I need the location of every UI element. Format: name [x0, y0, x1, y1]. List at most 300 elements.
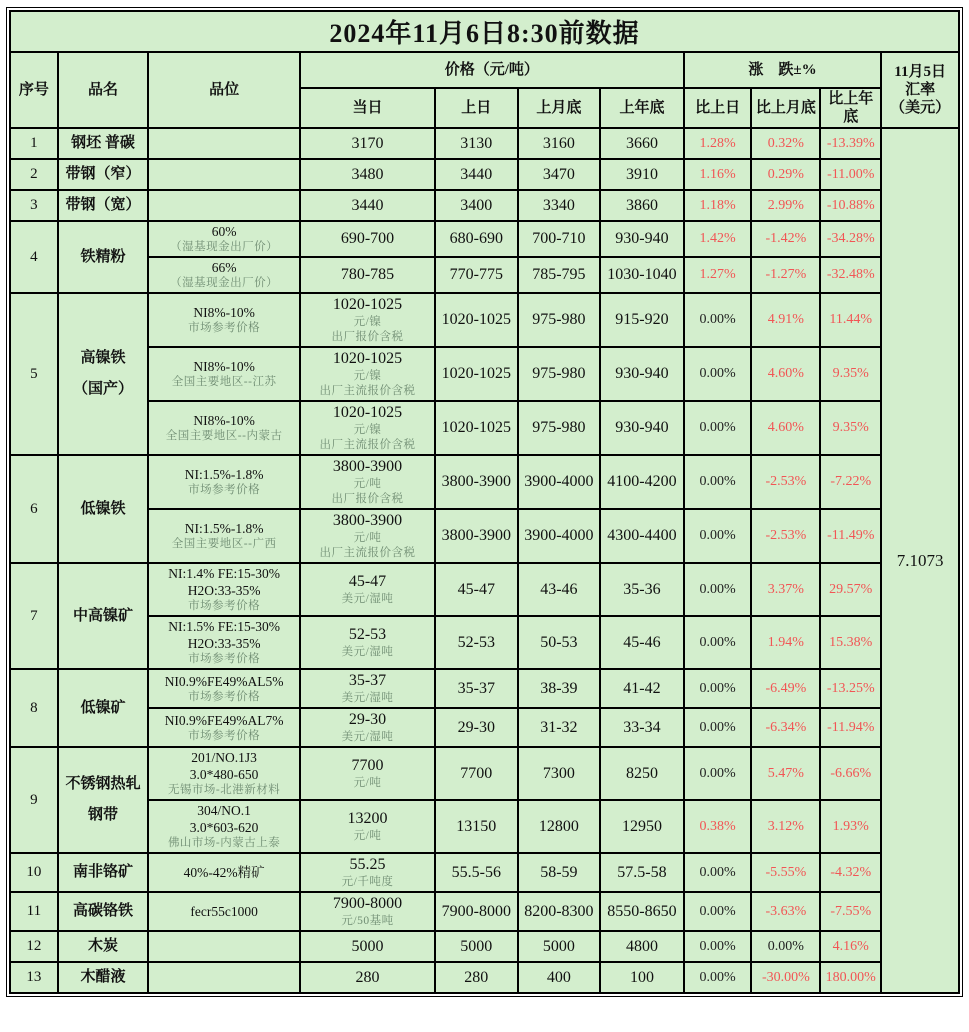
table-row — [10, 347, 959, 401]
name-line: 低镍矿 — [80, 699, 126, 716]
name-line: 低镍铁 — [80, 500, 126, 517]
price-prev-year-end-cell: 3660 — [600, 128, 684, 159]
pct-vs-prev-year-end-cell: -4.32% — [820, 853, 881, 892]
grade-main-line: NI8%-10% — [193, 359, 255, 374]
price-today-cell — [300, 347, 435, 401]
price-prev-day-cell: 5000 — [435, 931, 518, 962]
price-prev-year-end-cell: 3860 — [600, 190, 684, 221]
pct-vs-prev-day-cell: 1.18% — [684, 190, 752, 221]
pct-vs-prev-day-cell: 1.16% — [684, 159, 752, 190]
price-today-cell — [300, 455, 435, 509]
pct-vs-prev-month-end-cell: 4.91% — [751, 293, 820, 347]
pct-vs-prev-year-end-cell: 29.57% — [820, 563, 881, 616]
grade-cell — [148, 563, 300, 616]
grade-cell — [148, 159, 300, 190]
grade-cell — [148, 257, 300, 293]
pct-vs-prev-month-end-cell: -2.53% — [751, 509, 820, 563]
price-prev-day-cell: 1020-1025 — [435, 401, 518, 455]
price-unit-line: 出厂主流报价含税 — [319, 439, 416, 451]
table-row — [10, 221, 959, 257]
grade-note-line: 市场参考价格 — [188, 729, 261, 742]
price-unit-line: 出厂报价含税 — [331, 331, 404, 343]
grade-main-line: 3.0*603-620 — [189, 820, 259, 835]
grade-note-line: 市场参考价格 — [188, 653, 261, 665]
grade-main-line: NI0.9%FE49%AL7% — [164, 712, 284, 728]
grade-cell — [148, 347, 300, 401]
pct-vs-prev-year-end-cell: -7.55% — [820, 892, 881, 931]
seq-cell: 5 — [10, 293, 58, 455]
price-today-cell — [300, 190, 435, 221]
name-cell — [58, 221, 149, 293]
pct-vs-prev-year-end-cell: 1.93% — [820, 800, 881, 853]
price-today-value: 13200 — [347, 810, 388, 827]
name-line: 带钢（窄） — [65, 166, 141, 182]
price-today-cell — [300, 221, 435, 257]
col-group-change: 涨 跌±% — [684, 52, 881, 88]
price-prev-month-end-cell: 975-980 — [518, 401, 601, 455]
grade-cell — [148, 708, 300, 747]
pct-vs-prev-day-cell: 1.42% — [684, 221, 752, 257]
price-prev-month-end-cell: 785-795 — [518, 257, 601, 293]
price-today-value: 690-700 — [340, 230, 395, 247]
price-unit-line: 元/镍 — [353, 316, 382, 328]
price-prev-day-cell: 280 — [435, 962, 518, 993]
price-prev-year-end-cell: 8550-8650 — [600, 892, 684, 931]
name-line: 带钢（宽） — [65, 197, 141, 213]
price-prev-year-end-cell: 35-36 — [600, 563, 684, 616]
pct-vs-prev-day-cell: 0.00% — [684, 455, 752, 509]
price-prev-year-end-cell: 45-46 — [600, 616, 684, 669]
pct-vs-prev-month-end-cell: -6.49% — [751, 669, 820, 708]
price-today-cell — [300, 853, 435, 892]
pct-vs-prev-year-end-cell: -11.94% — [820, 708, 881, 747]
pct-vs-prev-month-end-cell: 0.32% — [751, 128, 820, 159]
price-today-value: 45-47 — [348, 573, 387, 590]
price-today-cell — [300, 563, 435, 616]
price-unit-line: 元/吨 — [353, 478, 382, 490]
price-prev-year-end-cell: 930-940 — [600, 347, 684, 401]
seq-cell: 2 — [10, 159, 58, 190]
table-frame — [6, 7, 963, 997]
price-today-cell — [300, 708, 435, 747]
price-prev-month-end-cell: 3160 — [518, 128, 601, 159]
grade-note-line: 市场参考价格 — [188, 484, 261, 496]
grade-cell — [148, 401, 300, 455]
pct-vs-prev-day-cell: 0.00% — [684, 892, 752, 931]
pct-vs-prev-day-cell: 0.00% — [684, 708, 752, 747]
grade-cell — [148, 962, 300, 993]
price-prev-year-end-cell: 33-34 — [600, 708, 684, 747]
price-today-cell — [300, 293, 435, 347]
price-prev-month-end-cell: 43-46 — [518, 563, 601, 616]
grade-main-line: NI:1.5%-1.8% — [184, 467, 264, 482]
pct-vs-prev-month-end-cell: 1.94% — [751, 616, 820, 669]
price-today-cell — [300, 800, 435, 853]
price-prev-year-end-cell: 41-42 — [600, 669, 684, 708]
pct-vs-prev-year-end-cell: -11.49% — [820, 509, 881, 563]
price-prev-month-end-cell: 700-710 — [518, 221, 601, 257]
price-prev-day-cell: 3800-3900 — [435, 455, 518, 509]
grade-note-line: 市场参考价格 — [188, 690, 261, 703]
price-unit-line: 美元/湿吨 — [341, 646, 394, 658]
pct-vs-prev-day-cell: 0.00% — [684, 747, 752, 800]
seq-cell: 11 — [10, 892, 58, 931]
grade-cell — [148, 293, 300, 347]
price-prev-month-end-cell: 12800 — [518, 800, 601, 853]
grade-main-line: 60% — [211, 224, 237, 239]
table-row — [10, 159, 959, 190]
name-line: 木炭 — [87, 938, 118, 954]
table-row — [10, 293, 959, 347]
price-today-value: 5000 — [351, 937, 384, 955]
price-prev-day-cell: 3440 — [435, 159, 518, 190]
pct-vs-prev-day-cell: 0.00% — [684, 401, 752, 455]
header-row-groups — [10, 52, 959, 88]
grade-main-line: NI0.9%FE49%AL5% — [164, 673, 284, 689]
grade-main-line: NI8%-10% — [193, 413, 255, 428]
name-cell — [58, 892, 149, 931]
price-today-cell — [300, 509, 435, 563]
price-prev-year-end-cell: 930-940 — [600, 401, 684, 455]
price-today-cell — [300, 159, 435, 190]
grade-note-line: 全国主要地区--江苏 — [171, 376, 277, 388]
grade-cell — [148, 931, 300, 962]
price-prev-month-end-cell: 3340 — [518, 190, 601, 221]
price-prev-year-end-cell: 100 — [600, 962, 684, 993]
price-unit-line: 美元/湿吨 — [341, 692, 394, 704]
pct-vs-prev-year-end-cell: -6.66% — [820, 747, 881, 800]
price-today-value: 3800-3900 — [332, 458, 403, 475]
price-prev-day-cell: 52-53 — [435, 616, 518, 669]
name-cell — [58, 747, 149, 853]
pct-vs-prev-year-end-cell: 15.38% — [820, 616, 881, 669]
pct-vs-prev-month-end-cell: 3.37% — [751, 563, 820, 616]
price-today-value: 3170 — [351, 134, 384, 152]
price-today-value: 280 — [355, 968, 380, 986]
price-unit-line: 元/千吨度 — [341, 876, 394, 888]
price-prev-month-end-cell: 38-39 — [518, 669, 601, 708]
grade-main-line: H2O:33-35% — [187, 583, 261, 598]
name-cell — [58, 159, 149, 190]
pct-vs-prev-year-end-cell: 180.00% — [820, 962, 881, 993]
pct-vs-prev-day-cell: 0.00% — [684, 962, 752, 993]
price-prev-day-cell: 45-47 — [435, 563, 518, 616]
seq-cell: 7 — [10, 563, 58, 669]
pct-vs-prev-year-end-cell: -11.00% — [820, 159, 881, 190]
grade-main-line: NI:1.4% FE:15-30% — [168, 566, 280, 581]
pct-vs-prev-year-end-cell: -7.22% — [820, 455, 881, 509]
grade-main-line: fecr55c1000 — [190, 904, 258, 919]
table-row — [10, 800, 959, 853]
price-unit-line: 元/吨 — [353, 777, 382, 789]
pct-vs-prev-month-end-cell: 0.00% — [751, 931, 820, 962]
pct-vs-prev-month-end-cell: -1.42% — [751, 221, 820, 257]
price-table — [9, 10, 960, 994]
col-header-exchange-rate — [881, 52, 959, 128]
price-unit-line: 美元/湿吨 — [341, 593, 394, 605]
table-row — [10, 257, 959, 293]
pct-vs-prev-month-end-cell: -3.63% — [751, 892, 820, 931]
pct-vs-prev-year-end-cell: 11.44% — [820, 293, 881, 347]
price-today-value: 7700 — [351, 757, 384, 774]
price-prev-year-end-cell: 8250 — [600, 747, 684, 800]
grade-cell — [148, 669, 300, 708]
price-prev-day-cell: 3130 — [435, 128, 518, 159]
seq-cell: 1 — [10, 128, 58, 159]
name-line: 高碳铬铁 — [72, 903, 133, 919]
price-prev-day-cell: 3800-3900 — [435, 509, 518, 563]
price-unit-line: 美元/湿吨 — [341, 731, 394, 743]
grade-cell — [148, 892, 300, 931]
pct-vs-prev-month-end-cell: -1.27% — [751, 257, 820, 293]
price-prev-month-end-cell: 31-32 — [518, 708, 601, 747]
grade-note-line: 全国主要地区--广西 — [171, 538, 277, 550]
pct-vs-prev-day-cell: 0.00% — [684, 293, 752, 347]
name-cell — [58, 931, 149, 962]
grade-note-line: 佛山市场-内蒙古上泰 — [167, 837, 281, 849]
price-today-cell — [300, 616, 435, 669]
grade-main-line: 40%-42%精矿 — [183, 865, 265, 880]
pct-vs-prev-month-end-cell: -2.53% — [751, 455, 820, 509]
pct-vs-prev-day-cell: 1.28% — [684, 128, 752, 159]
price-today-value: 3800-3900 — [332, 512, 403, 529]
price-prev-month-end-cell: 3900-4000 — [518, 455, 601, 509]
grade-cell — [148, 128, 300, 159]
price-prev-year-end-cell: 57.5-58 — [600, 853, 684, 892]
price-prev-year-end-cell: 930-940 — [600, 221, 684, 257]
col-header-seq: 序号 — [10, 52, 58, 128]
seq-cell: 4 — [10, 221, 58, 293]
price-prev-month-end-cell: 400 — [518, 962, 601, 993]
table-row — [10, 892, 959, 931]
price-unit-line: 元/50基吨 — [341, 915, 394, 927]
name-cell — [58, 669, 149, 747]
col-header-prev-month-end: 上月底 — [518, 88, 601, 128]
col-header-prev-year-end: 上年底 — [600, 88, 684, 128]
pct-vs-prev-day-cell: 0.00% — [684, 616, 752, 669]
page-title: 2024年11月6日8:30前数据 — [10, 11, 959, 52]
exchange-rate-cell: 7.1073 — [881, 128, 959, 993]
grade-cell — [148, 747, 300, 800]
grade-cell — [148, 616, 300, 669]
grade-main-line: NI:1.5%-1.8% — [184, 521, 264, 536]
pct-vs-prev-month-end-cell: 2.99% — [751, 190, 820, 221]
pct-vs-prev-month-end-cell: 3.12% — [751, 800, 820, 853]
price-prev-year-end-cell: 4300-4400 — [600, 509, 684, 563]
grade-note-line: 全国主要地区--内蒙古 — [165, 430, 283, 442]
price-prev-month-end-cell: 8200-8300 — [518, 892, 601, 931]
name-cell — [58, 293, 149, 455]
price-today-cell — [300, 747, 435, 800]
pct-vs-prev-day-cell: 0.00% — [684, 347, 752, 401]
price-today-value: 1020-1025 — [332, 296, 403, 313]
price-today-value: 29-30 — [348, 711, 387, 728]
name-cell — [58, 563, 149, 669]
grade-main-line: 201/NO.1J3 — [191, 750, 257, 765]
name-line: 中高镍矿 — [72, 607, 133, 624]
price-unit-line: 出厂主流报价含税 — [319, 385, 416, 397]
price-prev-day-cell: 55.5-56 — [435, 853, 518, 892]
grade-cell — [148, 853, 300, 892]
price-today-cell — [300, 931, 435, 962]
price-today-value: 3480 — [351, 165, 384, 183]
pct-vs-prev-day-cell: 0.00% — [684, 509, 752, 563]
price-prev-day-cell: 7900-8000 — [435, 892, 518, 931]
col-header-grade: 品位 — [148, 52, 300, 128]
table-row — [10, 509, 959, 563]
table-row — [10, 401, 959, 455]
price-prev-day-cell: 680-690 — [435, 221, 518, 257]
price-unit-line: 元/镍 — [353, 424, 382, 436]
pct-vs-prev-month-end-cell: 5.47% — [751, 747, 820, 800]
table-row — [10, 190, 959, 221]
name-cell — [58, 128, 149, 159]
grade-note-line: 市场参考价格 — [188, 322, 261, 334]
price-today-value: 780-785 — [340, 266, 395, 283]
table-row — [10, 962, 959, 993]
price-today-value: 55.25 — [349, 856, 386, 873]
pct-vs-prev-year-end-cell: -13.39% — [820, 128, 881, 159]
table-row — [10, 669, 959, 708]
pct-vs-prev-day-cell: 0.00% — [684, 931, 752, 962]
price-today-cell — [300, 892, 435, 931]
grade-main-line: NI8%-10% — [193, 305, 255, 320]
price-today-value: 3440 — [351, 196, 384, 214]
pct-vs-prev-month-end-cell: -6.34% — [751, 708, 820, 747]
col-group-price: 价格（元/吨） — [300, 52, 684, 88]
price-today-value: 1020-1025 — [332, 350, 403, 367]
pct-vs-prev-day-cell: 1.27% — [684, 257, 752, 293]
name-line: （国产） — [72, 381, 133, 397]
grade-note-line: （湿基现金出厂价） — [170, 241, 279, 253]
price-today-value: 52-53 — [348, 626, 387, 643]
price-unit-line: 出厂报价含税 — [331, 493, 404, 505]
table-row — [10, 708, 959, 747]
rate-header-line: 11月5日 — [894, 64, 946, 80]
table-row — [10, 128, 959, 159]
table-body — [10, 128, 959, 993]
col-header-vs-prev-year-end: 比上年底 — [820, 88, 881, 128]
table-row — [10, 563, 959, 616]
price-prev-day-cell: 3400 — [435, 190, 518, 221]
rate-header-line: 汇率 — [905, 82, 936, 98]
col-header-prev-day: 上日 — [435, 88, 518, 128]
seq-cell: 12 — [10, 931, 58, 962]
name-cell — [58, 962, 149, 993]
table-row — [10, 931, 959, 962]
price-prev-day-cell: 13150 — [435, 800, 518, 853]
price-today-cell — [300, 669, 435, 708]
col-header-name: 品名 — [58, 52, 149, 128]
price-unit-line: 元/吨 — [353, 532, 382, 544]
table-row — [10, 747, 959, 800]
name-cell — [58, 455, 149, 563]
price-prev-year-end-cell: 3910 — [600, 159, 684, 190]
price-today-cell — [300, 401, 435, 455]
grade-cell — [148, 509, 300, 563]
seq-cell: 8 — [10, 669, 58, 747]
price-today-cell — [300, 962, 435, 993]
grade-note-line: 市场参考价格 — [188, 600, 261, 612]
price-prev-month-end-cell: 975-980 — [518, 347, 601, 401]
price-prev-month-end-cell: 3470 — [518, 159, 601, 190]
price-today-value: 35-37 — [348, 672, 387, 689]
pct-vs-prev-day-cell: 0.38% — [684, 800, 752, 853]
price-prev-year-end-cell: 12950 — [600, 800, 684, 853]
price-prev-month-end-cell: 50-53 — [518, 616, 601, 669]
col-header-vs-prev-day: 比上日 — [684, 88, 752, 128]
price-unit-line: 元/吨 — [353, 830, 382, 842]
price-prev-month-end-cell: 3900-4000 — [518, 509, 601, 563]
col-header-today: 当日 — [300, 88, 435, 128]
name-line: 钢带 — [87, 807, 118, 823]
grade-main-line: 3.0*480-650 — [189, 767, 259, 782]
title-row — [10, 11, 959, 52]
price-prev-day-cell: 35-37 — [435, 669, 518, 708]
seq-cell: 3 — [10, 190, 58, 221]
price-prev-year-end-cell: 1030-1040 — [600, 257, 684, 293]
pct-vs-prev-year-end-cell: -32.48% — [820, 257, 881, 293]
name-line: 高镍铁 — [80, 350, 126, 366]
grade-cell — [148, 221, 300, 257]
price-prev-year-end-cell: 915-920 — [600, 293, 684, 347]
pct-vs-prev-month-end-cell: -5.55% — [751, 853, 820, 892]
name-cell — [58, 190, 149, 221]
grade-note-line: 无锡市场-北港新材料 — [167, 784, 281, 796]
grade-cell — [148, 455, 300, 509]
pct-vs-prev-year-end-cell: -13.25% — [820, 669, 881, 708]
seq-cell: 13 — [10, 962, 58, 993]
price-today-cell — [300, 257, 435, 293]
pct-vs-prev-year-end-cell: -10.88% — [820, 190, 881, 221]
pct-vs-prev-month-end-cell: 4.60% — [751, 347, 820, 401]
name-line: 南非铬矿 — [72, 864, 133, 880]
table-row — [10, 455, 959, 509]
price-unit-line: 出厂主流报价含税 — [319, 547, 416, 559]
price-today-value: 1020-1025 — [332, 404, 403, 421]
price-prev-day-cell: 1020-1025 — [435, 347, 518, 401]
name-line: 钢坯 普碳 — [71, 135, 135, 151]
price-prev-year-end-cell: 4800 — [600, 931, 684, 962]
grade-main-line: H2O:33-35% — [187, 636, 261, 651]
pct-vs-prev-year-end-cell: 9.35% — [820, 347, 881, 401]
table-row — [10, 616, 959, 669]
price-prev-month-end-cell: 5000 — [518, 931, 601, 962]
grade-main-line: 66% — [211, 260, 237, 275]
table-row — [10, 853, 959, 892]
pct-vs-prev-day-cell: 0.00% — [684, 853, 752, 892]
grade-cell — [148, 190, 300, 221]
grade-note-line: （湿基现金出厂价） — [170, 277, 279, 289]
rate-header-line: （美元） — [890, 100, 951, 116]
price-prev-day-cell: 770-775 — [435, 257, 518, 293]
seq-cell: 9 — [10, 747, 58, 853]
pct-vs-prev-year-end-cell: 9.35% — [820, 401, 881, 455]
pct-vs-prev-month-end-cell: 4.60% — [751, 401, 820, 455]
name-line: 不锈钢热轧 — [65, 776, 141, 792]
pct-vs-prev-year-end-cell: 4.16% — [820, 931, 881, 962]
price-prev-month-end-cell: 975-980 — [518, 293, 601, 347]
pct-vs-prev-day-cell: 0.00% — [684, 669, 752, 708]
price-today-cell — [300, 128, 435, 159]
pct-vs-prev-month-end-cell: -30.00% — [751, 962, 820, 993]
name-cell — [58, 853, 149, 892]
seq-cell: 10 — [10, 853, 58, 892]
grade-main-line: 304/NO.1 — [197, 803, 251, 818]
grade-cell — [148, 800, 300, 853]
price-prev-month-end-cell: 7300 — [518, 747, 601, 800]
price-prev-day-cell: 29-30 — [435, 708, 518, 747]
